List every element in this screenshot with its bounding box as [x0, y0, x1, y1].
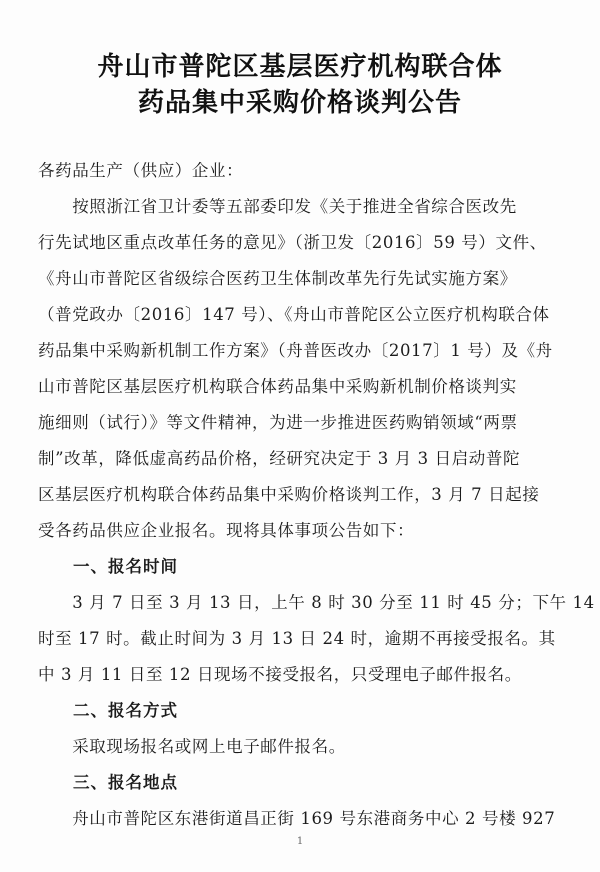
paragraph-line: 山市普陀区基层医疗机构联合体药品集中采购新机制价格谈判实	[38, 377, 517, 396]
section-heading-registration-time: 一、报名时间	[38, 557, 178, 576]
paragraph-line: 《舟山市普陀区省级综合医药卫生体制改革先行先试实施方案》	[38, 269, 517, 288]
paragraph-line: 3 月 7 日至 3 月 13 日，上午 8 时 30 分至 11 时 45 分；下午 14	[38, 593, 595, 612]
paragraph-line: 施细则（试行）》等文件精神，为进一步推进医药购销领域“两票	[38, 413, 518, 432]
paragraph-line: 受各药品供应企业报名。现将具体事项公告如下：	[38, 521, 415, 540]
paragraph-line: 区基层医疗机构联合体药品集中采购价格谈判工作，3 月 7 日起接	[38, 485, 540, 504]
section-body-registration-method: 采取现场报名或网上电子邮件报名。	[38, 737, 346, 756]
document-title-line-2: 药品集中采购价格谈判公告	[137, 88, 462, 118]
page-number: 1	[296, 836, 304, 847]
section-heading-registration-method: 二、报名方式	[38, 701, 178, 720]
paragraph-line: 药品集中采购新机制工作方案》（舟普医改办〔2017〕1 号）及《舟	[38, 341, 553, 360]
section-heading-registration-location: 三、报名地点	[38, 773, 178, 792]
salutation: 各药品生产（供应）企业：	[38, 161, 244, 180]
paragraph-line: （普党政办〔2016〕147 号）、《舟山市普陀区公立医疗机构联合体	[38, 305, 550, 324]
paragraph-line: 行先试地区重点改革任务的意见》（浙卫发〔2016〕59 号）文件、	[38, 233, 547, 252]
document-title-line-1: 舟山市普陀区基层医疗机构联合体	[97, 52, 503, 82]
paragraph-line: 按照浙江省卫计委等五部委印发《关于推进全省综合医改先	[38, 197, 517, 216]
section-body-registration-location: 舟山市普陀区东港街道昌正街 169 号东港商务中心 2 号楼 927	[38, 809, 556, 828]
paragraph-line: 中 3 月 11 日至 12 日现场不接受报名，只受理电子邮件报名。	[38, 665, 522, 684]
paragraph-line: 时至 17 时。截止时间为 3 月 13 日 24 时，逾期不再接受报名。其	[38, 629, 556, 648]
paragraph-line: 制”改革，降低虚高药品价格，经研究决定于 3 月 3 日启动普陀	[38, 449, 521, 468]
